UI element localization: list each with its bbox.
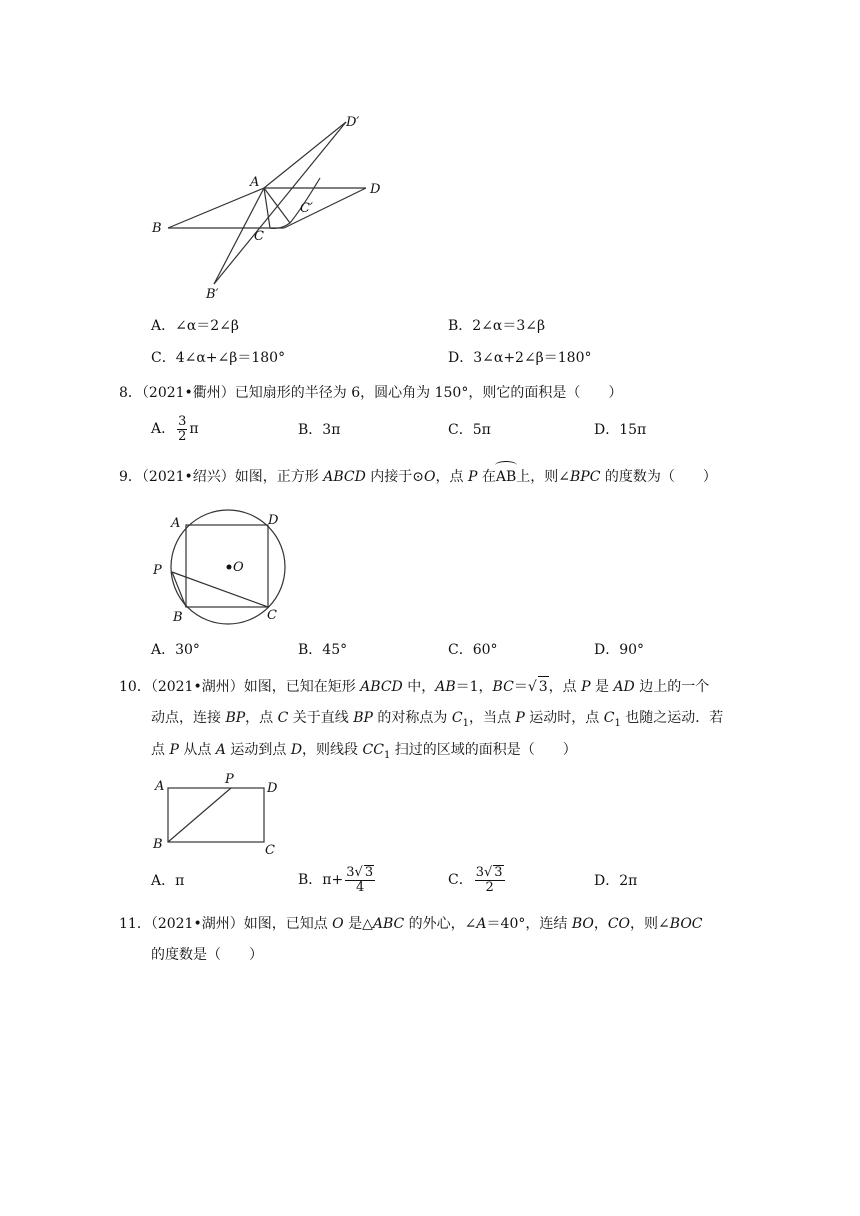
q10-rectangle-abcd [168, 788, 264, 842]
q7-option-d: D．3∠α+2∠β＝180° [448, 350, 592, 366]
q10-segment-bp [168, 788, 231, 842]
q7-segment-bprime-dprime [214, 122, 346, 284]
q8-option-c: C．5π [448, 422, 491, 438]
q7-segment-ba [168, 188, 264, 228]
q9-label-c: C [267, 608, 277, 623]
q9-arc-ab: AB [495, 469, 517, 485]
q7-label-d: D [370, 182, 381, 197]
q9-option-a: A．30° [151, 642, 200, 658]
q11-stem-line1: 11．（2021•湖州）如图，已知点 O 是△ABC 的外心，∠A＝40°，连结 BO，CO，则∠BOC [119, 916, 703, 932]
q9-option-c: C．60° [448, 642, 498, 658]
q9-figure [145, 505, 295, 631]
q10-label-d: D [267, 781, 278, 796]
q10-stem-line1: 10．（2021•湖州）如图，已知在矩形 ABCD 中，AB＝1，BC＝√ 3，点 P 是 AD 边上的一个 [119, 676, 709, 697]
q7-option-a: A．∠α＝2∠β [151, 318, 240, 334]
q7-segment-cd [284, 188, 366, 228]
q9-label-a: A [171, 516, 181, 531]
q8-option-d: D．15π [594, 422, 647, 438]
q10-figure [145, 770, 295, 860]
q7-label-b: B [152, 221, 162, 236]
q7-label-bprime: B′ [206, 287, 219, 302]
q7-segment-a-dprime [264, 122, 346, 188]
q10-label-c: C [265, 843, 275, 858]
q10-sqrt-3: 3 [538, 676, 549, 697]
q10-option-a: A．π [151, 873, 185, 889]
q9-stem: 9．（2021•绍兴）如图，正方形 ABCD 内接于⊙O，点 P 在AB上，则∠BPC 的度数为（ ） [119, 469, 717, 485]
q10-label-b: B [153, 837, 163, 852]
q10-option-c: C． $\frac{3√ 3}{2}$ [448, 865, 503, 895]
q10-option-b: B．π+ $\frac{3√ 3}{4}$ [298, 865, 374, 895]
q10-label-a: A [155, 779, 165, 794]
q10-label-p: P [225, 772, 234, 787]
q8-option-a-fraction: $\frac{3}{2}$ [178, 413, 187, 444]
q9-option-b: B．45° [298, 642, 348, 658]
q7-figure [140, 108, 400, 304]
q9-label-d: D [268, 513, 279, 528]
q9-center-dot [227, 565, 232, 570]
q10-stem-line3: 点 P 从点 A 运动到点 D，则线段 $CC_1$ 扫过的区域的面积是（ ） [151, 742, 577, 761]
q10-option-d: D．2π [594, 873, 638, 889]
q8-option-b: B．3π [298, 422, 341, 438]
q7-option-b: B．2∠α＝3∠β [448, 318, 546, 334]
q9-option-d: D．90° [594, 642, 645, 658]
q9-segment-pb [172, 572, 186, 607]
q7-label-dprime: D′ [346, 115, 360, 130]
q8-option-a: A． $\frac{3}{2}$ π [151, 413, 199, 444]
q10-option-c-fraction: $\frac{3√ 3}{2}$ [475, 865, 503, 895]
q8-stem: 8．（2021•衢州）已知扇形的半径为 6，圆心角为 150°，则它的面积是（ ） [119, 385, 623, 401]
q10-option-b-fraction: $\frac{3√ 3}{4}$ [346, 865, 374, 895]
q11-stem-line2: 的度数是（ ） [151, 947, 263, 963]
q10-stem-line2: 动点，连接 BP，点 C 关于直线 BP 的对称点为 $C_1$，当点 P 运动时，点 $C_1$ 也随之运动．若 [151, 710, 724, 729]
q7-option-c: C．4∠α+∠β＝180° [151, 350, 286, 366]
q7-label-c: C [254, 229, 264, 244]
q9-label-p: P [153, 563, 162, 578]
q9-label-b: B [173, 610, 183, 625]
q7-label-cprime: C′ [300, 201, 313, 216]
q9-label-o: O [233, 560, 244, 575]
q7-label-a: A [250, 175, 260, 190]
